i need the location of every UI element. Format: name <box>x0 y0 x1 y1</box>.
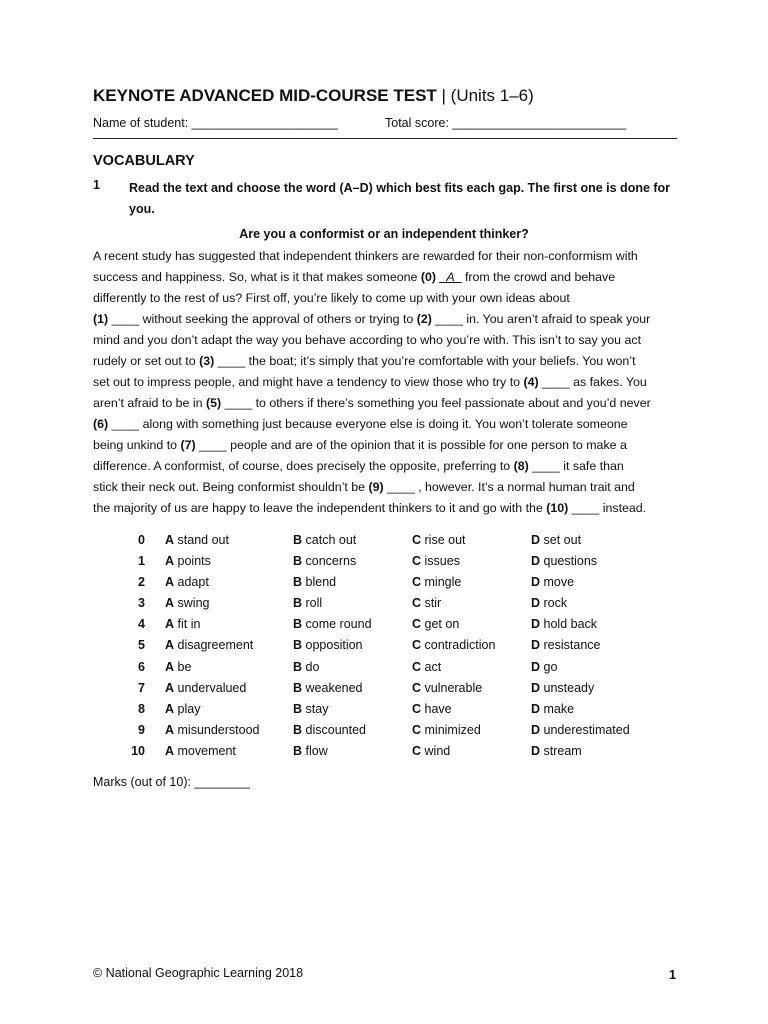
option-c <box>412 596 441 610</box>
option-d <box>531 744 582 758</box>
option-b <box>293 638 363 652</box>
option-c <box>412 638 495 652</box>
option-d <box>531 702 574 716</box>
option-word: rise out <box>424 533 466 547</box>
option-number: 1 <box>138 554 145 569</box>
option-letter: A <box>165 743 175 758</box>
option-word: play <box>177 701 201 716</box>
passage-line: aren’t afraid to be in (5) ____ to others if there’s something you feel passionate about and you’d never <box>93 396 651 410</box>
option-a <box>165 554 211 568</box>
option-a <box>165 702 200 716</box>
option-a <box>165 723 260 737</box>
option-a <box>165 744 236 758</box>
student-fields <box>93 116 627 130</box>
option-number: 6 <box>138 659 145 674</box>
option-b <box>293 681 363 695</box>
option-letter: D <box>531 680 541 695</box>
gap-number: (7) <box>180 438 196 452</box>
option-word: weakened <box>305 680 363 695</box>
option-d <box>531 596 567 610</box>
option-word: questions <box>543 554 598 569</box>
option-word: rock <box>543 596 568 611</box>
option-word: roll <box>305 596 323 611</box>
page-number: 1 <box>669 968 676 982</box>
option-word: have <box>424 701 452 716</box>
passage-line: difference. A conformist, of course, does precisely the opposite, preferring to (8) ____ it safe than <box>93 459 624 473</box>
passage-line: stick their neck out. Being conformist shouldn’t be (9) ____ , however. It’s a normal human trait and <box>93 480 635 494</box>
option-word: undervalued <box>177 680 247 695</box>
option-number: 2 <box>138 575 145 590</box>
option-d <box>531 681 594 695</box>
option-word: points <box>177 554 211 569</box>
option-word: get on <box>424 617 460 632</box>
title-units: | (Units 1–6) <box>436 86 534 105</box>
passage-title: Are you a conformist or an independent thinker? <box>239 227 529 241</box>
option-letter: D <box>531 533 541 547</box>
passage-line: set out to impress people, and might have a tendency to view those who try to (4) ____ as fakes. You <box>93 375 647 389</box>
option-word: swing <box>177 596 210 611</box>
option-letter: A <box>165 533 175 547</box>
option-word: hold back <box>543 617 598 632</box>
option-d <box>531 575 574 589</box>
marks-field: Marks (out of 10): ________ <box>93 775 251 789</box>
option-letter: B <box>293 596 303 611</box>
option-b <box>293 596 322 610</box>
option-word: minimized <box>424 722 481 737</box>
passage-line: (1) ____ without seeking the approval of others or trying to (2) ____ in. You aren’t afraid to speak your <box>93 312 651 326</box>
option-d <box>531 533 581 547</box>
option-word: adapt <box>177 575 209 590</box>
option-d <box>531 554 597 568</box>
option-word: fit in <box>177 617 201 632</box>
option-letter: C <box>412 722 422 737</box>
option-c <box>412 554 460 568</box>
option-letter: C <box>412 638 422 653</box>
passage-line: (6) ____ along with something just because everyone else is doing it. You won’t tolerate someone <box>93 417 628 431</box>
option-word: disagreement <box>177 638 254 653</box>
option-a <box>165 533 229 547</box>
total-score-field: Total score: _________________________ <box>385 116 627 130</box>
option-letter: B <box>293 554 303 569</box>
option-letter: C <box>412 575 422 590</box>
passage-line: differently to the rest of us? First off, you’re likely to come up with your own ideas about <box>93 291 570 305</box>
option-b <box>293 617 372 631</box>
option-word: stay <box>305 701 329 716</box>
option-b <box>293 554 356 568</box>
option-letter: C <box>412 680 422 695</box>
option-number: 0 <box>138 533 145 547</box>
option-letter: A <box>165 680 175 695</box>
option-word: concerns <box>305 554 357 569</box>
option-word: contradiction <box>424 638 496 653</box>
option-word: set out <box>543 533 582 547</box>
copyright-footer: © National Geographic Learning 2018 <box>93 966 304 980</box>
gap-number: (4) <box>523 375 539 389</box>
question-number: 1 <box>93 178 100 192</box>
option-letter: A <box>165 617 175 632</box>
option-letter: D <box>531 596 541 611</box>
option-letter: C <box>412 533 422 547</box>
gap-number: (6) <box>93 417 109 431</box>
option-d <box>531 638 601 652</box>
option-c <box>412 575 461 589</box>
header-divider <box>93 138 677 139</box>
passage-line: rudely or set out to (3) ____ the boat; it’s simply that you’re comfortable with your beliefs. You won’t <box>93 354 636 368</box>
option-number: 10 <box>131 743 145 758</box>
option-word: make <box>543 701 575 716</box>
option-a <box>165 660 191 674</box>
option-word: stand out <box>177 533 229 547</box>
option-a <box>165 575 209 589</box>
option-letter: B <box>293 533 303 547</box>
option-letter: B <box>293 701 303 716</box>
option-letter: A <box>165 722 175 737</box>
option-c <box>412 702 452 716</box>
gap-number: (9) <box>368 480 384 494</box>
option-d <box>531 723 630 737</box>
option-a <box>165 638 253 652</box>
option-word: do <box>305 659 320 674</box>
option-word: underestimated <box>543 722 630 737</box>
passage-line: being unkind to (7) ____ people and are of the opinion that it is possible for one person to make a <box>93 438 627 452</box>
option-c <box>412 723 481 737</box>
option-word: move <box>543 575 575 590</box>
option-a <box>165 617 200 631</box>
example-answer: _A_ <box>439 270 462 284</box>
option-letter: B <box>293 617 303 632</box>
option-number: 8 <box>138 701 145 716</box>
option-number: 5 <box>138 638 145 653</box>
gap-number: (0) <box>420 270 436 284</box>
option-word: mingle <box>424 575 462 590</box>
option-c <box>412 681 482 695</box>
option-letter: D <box>531 701 541 716</box>
option-letter: C <box>412 743 422 758</box>
gap-number: (2) <box>416 312 432 326</box>
option-d <box>531 617 597 631</box>
option-letter: D <box>531 575 541 590</box>
option-number: 9 <box>138 722 145 737</box>
option-number: 4 <box>138 617 145 632</box>
option-letter: D <box>531 659 541 674</box>
option-number: 7 <box>138 680 145 695</box>
option-letter: B <box>293 743 303 758</box>
option-b <box>293 660 319 674</box>
option-c <box>412 617 459 631</box>
option-letter: A <box>165 659 175 674</box>
passage-line: mind and you don’t adapt the way you behave according to who you’re with. This isn’t to say you act <box>93 333 642 347</box>
option-b <box>293 533 356 547</box>
passage-line: the majority of us are happy to leave the independent thinkers to it and go with the (10) ____ instead. <box>93 501 647 515</box>
option-word: be <box>177 659 192 674</box>
gap-number: (3) <box>199 354 215 368</box>
option-word: wind <box>424 743 451 758</box>
option-letter: A <box>165 596 175 611</box>
option-a <box>165 681 246 695</box>
option-letter: B <box>293 575 303 590</box>
option-word: issues <box>424 554 460 569</box>
gap-number: (5) <box>205 396 222 410</box>
option-letter: C <box>412 659 422 674</box>
option-letter: B <box>293 638 303 653</box>
option-letter: D <box>531 743 541 758</box>
question-instruction: Read the text and choose the word (A–D) which best fits each gap. The first one is done for you. <box>129 181 671 216</box>
option-word: vulnerable <box>424 680 483 695</box>
gap-number: (1) <box>93 312 109 326</box>
option-word: blend <box>305 575 337 590</box>
option-b <box>293 744 328 758</box>
option-word: go <box>543 659 558 674</box>
option-letter: D <box>531 722 541 737</box>
reading-passage <box>93 246 677 519</box>
option-word: catch out <box>305 533 357 547</box>
page-title <box>93 86 534 106</box>
option-letter: C <box>412 554 422 569</box>
option-a <box>165 596 209 610</box>
option-letter: B <box>293 659 303 674</box>
option-letter: D <box>531 638 541 653</box>
option-letter: A <box>165 554 175 569</box>
option-word: stream <box>543 743 582 758</box>
option-letter: A <box>165 638 175 653</box>
student-name-field: Name of student: _____________________ <box>93 116 338 130</box>
option-letter: D <box>531 554 541 569</box>
option-word: come round <box>305 617 372 632</box>
option-letter: B <box>293 680 303 695</box>
title-bold: KEYNOTE ADVANCED MID-COURSE TEST <box>93 86 437 105</box>
gap-number: (10) <box>546 501 569 515</box>
option-letter: A <box>165 701 175 716</box>
option-c <box>412 660 441 674</box>
section-heading: VOCABULARY <box>93 153 195 169</box>
option-letter: A <box>165 575 175 590</box>
option-word: discounted <box>305 722 366 737</box>
option-word: resistance <box>543 638 601 653</box>
option-word: stir <box>424 596 442 611</box>
option-letter: C <box>412 701 422 716</box>
option-letter: D <box>531 617 541 632</box>
gap-number: (8) <box>513 459 529 473</box>
option-word: opposition <box>305 638 363 653</box>
option-letter: C <box>412 596 422 611</box>
option-d <box>531 660 557 674</box>
passage-line: A recent study has suggested that independent thinkers are rewarded for their non-conformism with <box>93 249 638 263</box>
option-c <box>412 533 466 547</box>
option-letter: C <box>412 617 422 632</box>
option-word: unsteady <box>543 680 595 695</box>
option-b <box>293 723 366 737</box>
option-word: flow <box>305 743 328 758</box>
passage-line: success and happiness. So, what is it that makes someone (0) _A_ from the crowd and behave <box>93 270 616 284</box>
option-word: misunderstood <box>177 722 260 737</box>
option-word: movement <box>177 743 236 758</box>
option-letter: B <box>293 722 303 737</box>
option-c <box>412 744 450 758</box>
option-word: act <box>424 659 442 674</box>
option-number: 3 <box>138 596 145 611</box>
option-b <box>293 702 328 716</box>
option-b <box>293 575 336 589</box>
